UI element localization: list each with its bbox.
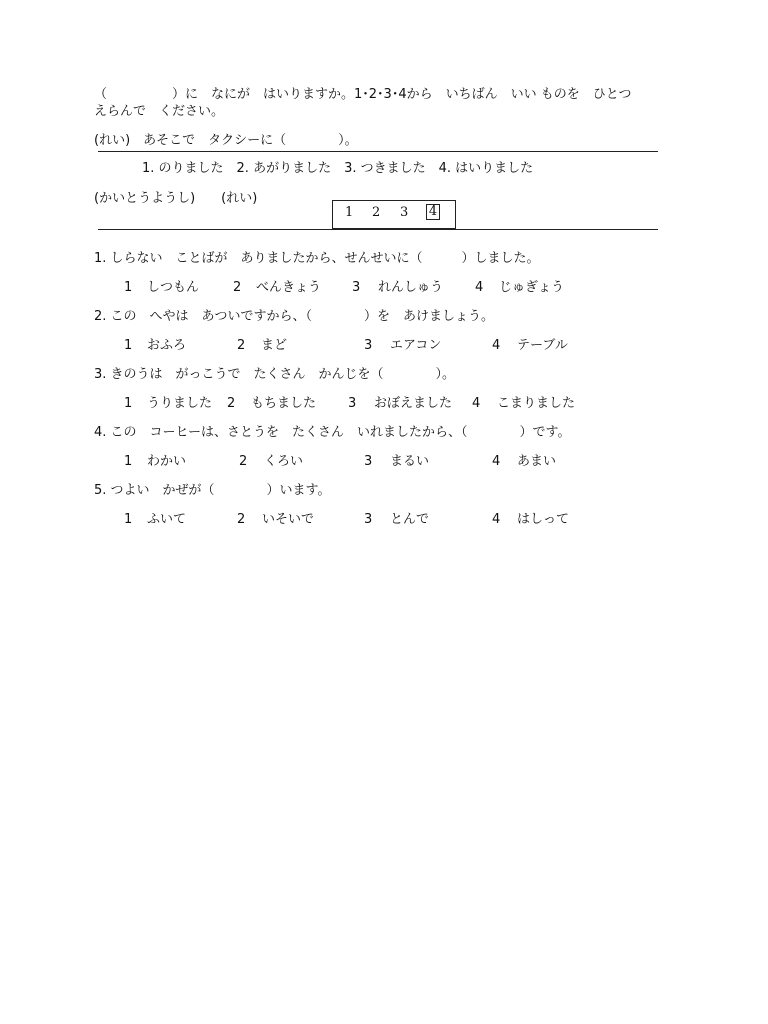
q5-option-1-num: 1 bbox=[124, 512, 133, 527]
q3-option-3-num: 3 bbox=[348, 396, 357, 411]
q2-option-4-label: テーブル bbox=[517, 338, 568, 353]
q3-option-4-num: 4 bbox=[472, 396, 481, 411]
example-options: 1. のりました 2. あがりました 3. つきました 4. はいりました bbox=[142, 161, 534, 176]
q1-option-4-label: じゅぎょう bbox=[499, 280, 565, 295]
example-answer-sheet bbox=[332, 200, 456, 229]
q5-option-2-num: 2 bbox=[237, 512, 246, 527]
q1-option-4-num: 4 bbox=[475, 280, 484, 295]
q5-option-2-label: いそいで bbox=[262, 512, 315, 527]
q2-option-1-label: おふろ bbox=[147, 338, 187, 353]
example-divider-bottom bbox=[98, 229, 658, 230]
question-4-text: 4. この コーヒーは、さとうを たくさん いれましたから、（ ）です。 bbox=[94, 425, 571, 440]
sheet-number-selected: 4 bbox=[426, 204, 440, 220]
q4-option-1-num: 1 bbox=[124, 454, 133, 469]
q2-option-3-label: エアコン bbox=[390, 338, 442, 353]
q1-option-3-label: れんしゅう bbox=[378, 280, 444, 295]
q3-option-2-num: 2 bbox=[227, 396, 236, 411]
instruction-line-2: えらんで ください。 bbox=[94, 104, 225, 119]
q3-option-2-label: もちました bbox=[251, 396, 317, 411]
q4-option-2-num: 2 bbox=[239, 454, 248, 469]
q1-option-1-label: しつもん bbox=[147, 280, 200, 295]
q2-option-3-num: 3 bbox=[364, 338, 373, 353]
q1-option-3-num: 3 bbox=[352, 280, 361, 295]
q2-option-2-label: まど bbox=[261, 338, 288, 353]
q4-option-3-label: まるい bbox=[390, 454, 430, 469]
q4-option-4-num: 4 bbox=[492, 454, 501, 469]
question-3-text: 3. きのうは がっこうで たくさん かんじを（ ）。 bbox=[94, 367, 456, 382]
q5-option-1-label: ふいて bbox=[147, 512, 187, 527]
q1-option-2-label: べんきょう bbox=[256, 280, 322, 295]
question-2-text: 2. この へやは あついですから、（ ）を あけましょう。 bbox=[94, 309, 495, 324]
q5-option-3-label: とんで bbox=[390, 512, 430, 527]
q3-option-1-num: 1 bbox=[124, 396, 133, 411]
q4-option-4-label: あまい bbox=[517, 454, 557, 469]
example-question: (れい) あそこで タクシーに（ ）。 bbox=[94, 133, 358, 148]
q3-option-3-label: おぼえました bbox=[374, 396, 453, 411]
q3-option-1-label: うりました bbox=[147, 396, 213, 411]
q2-option-4-num: 4 bbox=[492, 338, 501, 353]
q4-option-3-num: 3 bbox=[364, 454, 373, 469]
q1-option-1-num: 1 bbox=[124, 280, 133, 295]
q5-option-4-label: はしって bbox=[517, 512, 570, 527]
instruction-line-1: （ ）に なにが はいりますか。1･2･3･4から いちばん いい ものを ひとつ bbox=[94, 87, 632, 102]
answer-sheet-label: (かいとうようし) (れい) bbox=[94, 191, 258, 206]
q1-option-2-num: 2 bbox=[233, 280, 242, 295]
sheet-number-1: 1 bbox=[345, 205, 354, 220]
q5-option-3-num: 3 bbox=[364, 512, 373, 527]
question-5-text: 5. つよい かぜが（ ）います。 bbox=[94, 483, 331, 498]
q2-option-1-num: 1 bbox=[124, 338, 133, 353]
question-1-text: 1. しらない ことばが ありましたから、せんせいに（ ）しました。 bbox=[94, 251, 540, 266]
sheet-number-3: 3 bbox=[400, 205, 409, 220]
q4-option-2-label: くろい bbox=[264, 454, 304, 469]
q5-option-4-num: 4 bbox=[492, 512, 501, 527]
q3-option-4-label: こまりました bbox=[497, 396, 576, 411]
q4-option-1-label: わかい bbox=[147, 454, 187, 469]
example-divider-top bbox=[98, 151, 658, 152]
q2-option-2-num: 2 bbox=[237, 338, 246, 353]
sheet-number-2: 2 bbox=[372, 205, 381, 220]
